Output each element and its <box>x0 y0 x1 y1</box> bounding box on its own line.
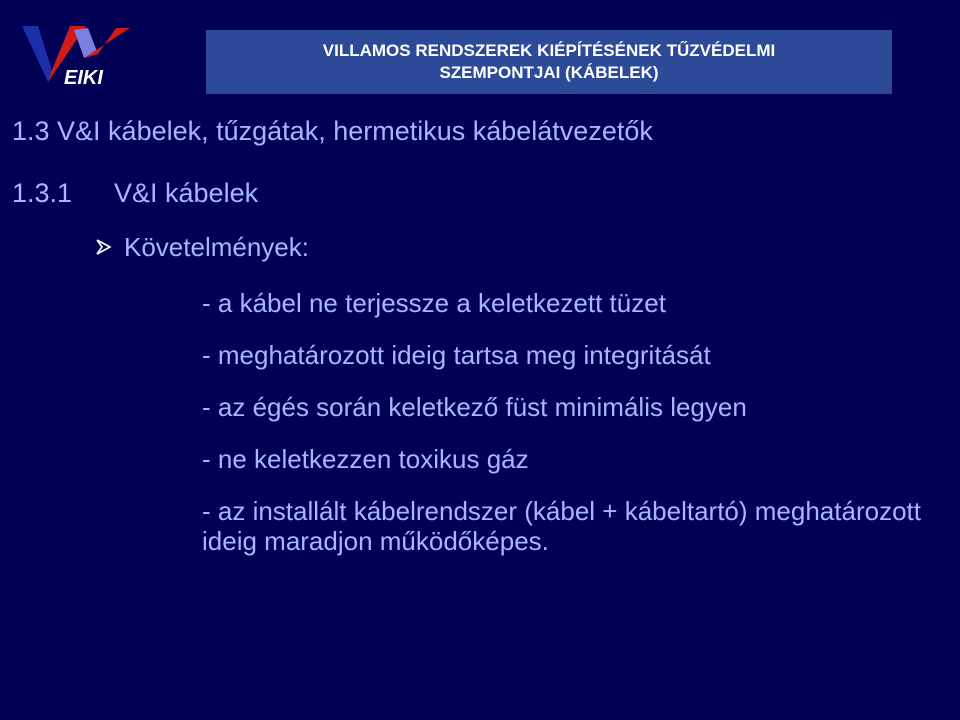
list-item: - a kábel ne terjessze a keletkezett tüzet <box>202 288 666 318</box>
section-heading <box>12 178 258 209</box>
section-text: V&I kábelek <box>114 178 259 208</box>
requirements-list <box>202 288 942 556</box>
header-line-1: VILLAMOS RENDSZEREK KIÉPÍTÉSÉNEK TŰZVÉDELMI <box>322 41 776 60</box>
list-item: - meghatározott ideig tartsa meg integritását <box>202 340 711 370</box>
veiki-logo <box>18 20 138 90</box>
slide-title: 1.3 V&I kábelek, tűzgátak, hermetikus kábelátvezetők <box>12 116 653 146</box>
svg-text:EIKI: EIKI <box>64 67 103 89</box>
header-line-2: SZEMPONTJAI (KÁBELEK) <box>439 63 659 82</box>
requirements-label-text: Követelmények: <box>124 232 309 262</box>
list-item: - ne keletkezzen toxikus gáz <box>202 444 529 474</box>
list-item: - az égés során keletkező füst minimális legyen <box>202 392 747 422</box>
section-number: 1.3.1 <box>12 178 73 208</box>
header-banner <box>206 30 892 94</box>
requirements-label <box>94 232 309 263</box>
arrow-bullet-icon <box>94 232 124 263</box>
list-item: - az installált kábelrendszer (kábel + kábeltartó) meghatározott ideig maradjon működőképes. <box>202 496 921 556</box>
